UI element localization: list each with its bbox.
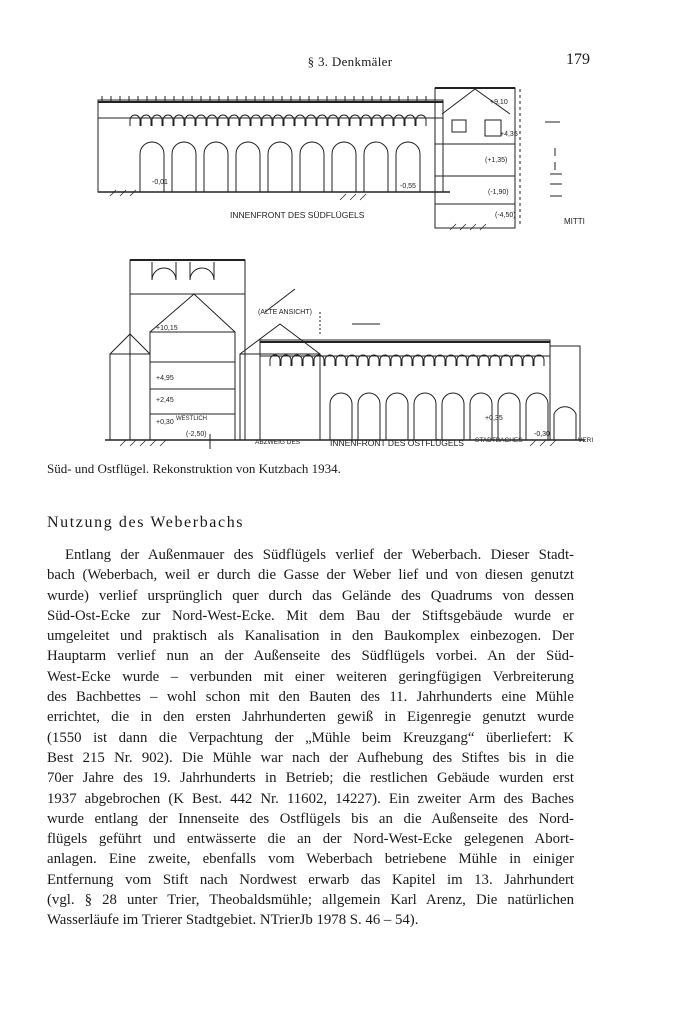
upper-arch: [152, 115, 162, 126]
upper-arch: [413, 355, 423, 366]
level-035: +0,35: [485, 415, 503, 422]
ground-arch: [204, 142, 228, 192]
upper-arch: [303, 355, 313, 366]
body-line: Entfernung vom Stift nach Nordwest erwarb das Kapitel im 13. Jahrhundert: [47, 871, 574, 888]
ground-arch: [386, 393, 408, 440]
body-line: West-Ecke wurde – verbunden mit einer weiteren geringfügigen Verbreiterung: [47, 668, 574, 685]
body-line: errichtet, die in den ersten Jahrhunderten gewiß in Eigenregie genutzt wurde: [47, 709, 574, 726]
upper-arch: [218, 115, 228, 126]
ground-arch: [330, 393, 352, 440]
upper-arch: [163, 115, 173, 126]
upper-arch: [317, 115, 327, 126]
upper-arch: [328, 115, 338, 126]
upper-arch: [358, 355, 368, 366]
upper-arch: [523, 355, 533, 366]
running-head: § 3. Denkmäler: [307, 54, 393, 69]
figure-caption: Süd- und Ostflügel. Rekonstruktion von Kutzbach 1934.: [47, 461, 341, 476]
label-abzweig: ABZWEIG DES: [255, 439, 301, 446]
body-line: flügels geführt und entwässerte die an der Nord-West-Ecke gelegenen Abort-: [47, 831, 574, 848]
upper-arch: [512, 355, 522, 366]
level-250: (-2,50): [186, 431, 207, 438]
level-910: +9,10: [490, 99, 508, 106]
upper-arch: [457, 355, 467, 366]
upper-arch: [196, 115, 206, 126]
body-line: des Bachbettes – wohl schon mit den Bauten des 11. Jahrhunderts eine Mühle: [47, 689, 574, 706]
upper-arch: [369, 355, 379, 366]
level-1015: +10,15: [156, 325, 178, 332]
body-line: Entlang der Außenmauer des Südflügels verlief der Weberbach. Dieser Stadt-: [65, 547, 574, 563]
ground-arch: [358, 393, 380, 440]
ground-arch: [268, 142, 292, 192]
elevation-drawing: [90, 84, 605, 454]
body-line: wurde) verlief ursprünglich quer durch das Gelände des Quadrums von dessen: [47, 587, 574, 604]
upper-arch: [174, 115, 184, 126]
level-055: -0,55: [400, 183, 416, 190]
upper-arch: [273, 115, 283, 126]
upper-arch: [468, 355, 478, 366]
upper-arch: [424, 355, 434, 366]
upper-arch: [446, 355, 456, 366]
level-245: +2,45: [156, 397, 174, 404]
body-line: (1550 ist dann die Verpachtung der „Mühle beim Kreuzgang“ überliefert: K: [47, 729, 574, 746]
upper-arch: [240, 115, 250, 126]
upper-arch: [141, 115, 151, 126]
label-stadtbaches: STADTBACHES: [475, 437, 523, 444]
ground-arch: [172, 142, 196, 192]
upper-arch: [185, 115, 195, 126]
upper-arch: [490, 355, 500, 366]
label-mitt: MITTI: [564, 217, 585, 226]
section-heading: Nutzung des Weberbachs: [47, 514, 245, 531]
upper-arch: [372, 115, 382, 126]
label-alte-ansicht: (ALTE ANSICHT): [258, 309, 312, 316]
upper-arch: [284, 115, 294, 126]
upper-arch: [325, 355, 335, 366]
page-number: 179: [566, 51, 590, 68]
upper-arch: [306, 115, 316, 126]
ground-arch: [236, 142, 260, 192]
ground-arch: [364, 142, 388, 192]
upper-arch: [339, 115, 349, 126]
upper-arch: [130, 115, 140, 126]
body-paragraph: [47, 545, 574, 931]
ground-arch: [300, 142, 324, 192]
upper-arch: [361, 115, 371, 126]
upper-arch: [402, 355, 412, 366]
body-line: 1937 abgebrochen (K Best. 442 Nr. 11602, 14227). Ein zweiter Arm des Baches: [47, 790, 574, 807]
body-line: bach (Weberbach, weil er durch die Gasse der Weber lief und von diesen genutzt: [47, 567, 574, 584]
level-030a: +0,30: [156, 419, 174, 426]
upper-arch: [251, 115, 261, 126]
upper-arch: [292, 355, 302, 366]
body-line: 70er Jahre des 19. Jahrhunderts in Betrieb; die restlichen Gebäude wurden erst: [47, 770, 574, 787]
label-east-front: INNENFRONT DES OSTFLÜGELS: [330, 438, 464, 448]
upper-arch: [207, 115, 217, 126]
level-450: (-4,50): [495, 212, 516, 219]
upper-arch: [534, 355, 544, 366]
label-veri: VERI: [578, 437, 594, 444]
upper-arch: [281, 355, 291, 366]
upper-arch: [416, 115, 426, 126]
level-495: +4,95: [156, 375, 174, 382]
body-line: (vgl. § 28 unter Trier, Theobaldsmühle; allgemein Karl Arenz, Die natürlichen: [47, 892, 574, 909]
level-135: (+1,35): [485, 157, 508, 164]
upper-arch: [350, 115, 360, 126]
upper-arch: [383, 115, 393, 126]
upper-arch: [380, 355, 390, 366]
architectural-elevation-figure: [90, 84, 605, 454]
upper-arch: [405, 115, 415, 126]
label-south-front: INNENFRONT DES SÜDFLÜGELS: [230, 210, 365, 220]
upper-arch: [394, 115, 404, 126]
upper-arch: [435, 355, 445, 366]
body-line: Süd-Ost-Ecke zur Nord-West-Ecke. Mit dem Bau der Stiftsgebäude wurde er: [47, 607, 574, 624]
body-line: Wasserläufe im Trierer Stadtgebiet. NTrierJb 1978 S. 46 – 54).: [47, 912, 419, 929]
upper-arch: [479, 355, 489, 366]
body-line: anlagen. Eine zweite, ebenfalls vom Weberbach betriebene Mühle in einiger: [47, 851, 574, 868]
ground-arch: [414, 393, 436, 440]
upper-arch: [270, 355, 280, 366]
level-190: (-1,90): [488, 189, 509, 196]
body-line: Best 215 Nr. 902). Die Mühle war nach der Aufhebung des Stiftes bis in die: [47, 749, 574, 766]
upper-arch: [391, 355, 401, 366]
page-header: [0, 50, 700, 74]
upper-arch: [336, 355, 346, 366]
label-westlich: WESTLICH: [176, 416, 208, 422]
body-line: Hauptarm verlief nun an der Außenseite des Südflügels vorbei. An der Süd-: [47, 648, 574, 665]
ground-arch: [332, 142, 356, 192]
body-line: wurde entlang der Innenseite des Ostflügels bis an die Außenseite des Nord-: [47, 810, 574, 827]
upper-arch: [501, 355, 511, 366]
ground-arch: [442, 393, 464, 440]
upper-arch: [347, 355, 357, 366]
upper-arch: [229, 115, 239, 126]
upper-arch: [314, 355, 324, 366]
level-030b: -0,30: [534, 431, 550, 438]
body-line: umgeleitet und praktisch als Kanalisation in den Baukomplex einbezogen. Der: [47, 628, 574, 645]
level-435: +4,35: [500, 131, 518, 138]
level-001: -0,01: [152, 179, 168, 186]
upper-arch: [295, 115, 305, 126]
upper-arch: [262, 115, 272, 126]
